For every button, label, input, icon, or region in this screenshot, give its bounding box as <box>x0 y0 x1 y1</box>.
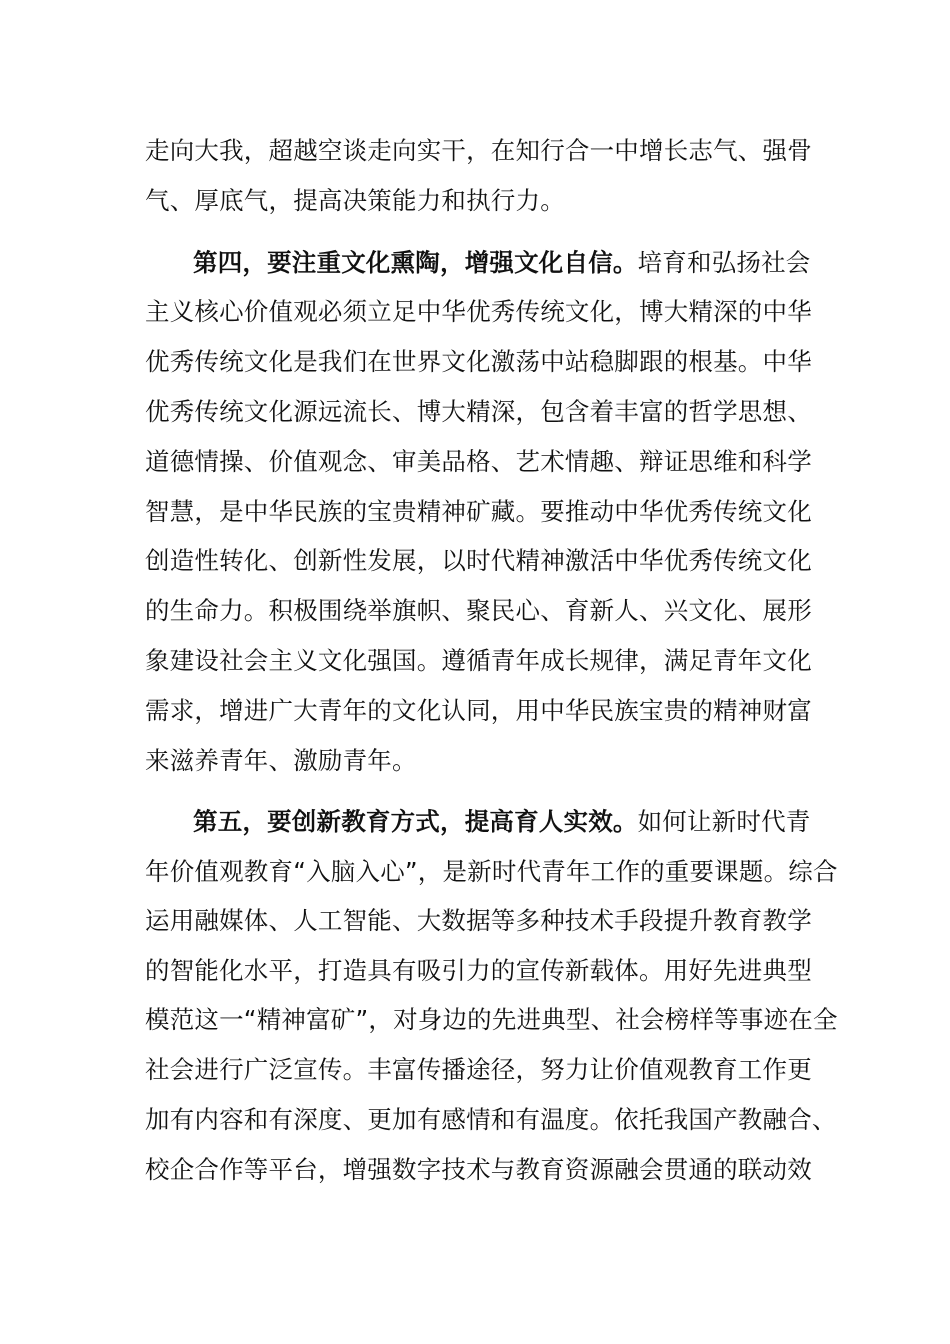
text-line: 的生命力。积极围绕举旗帜、聚民心、育新人、兴文化、展形 <box>145 596 812 625</box>
text-line: 加有内容和有深度、更加有感情和有温度。依托我国产教融合、 <box>145 1105 837 1134</box>
text-line: 象建设社会主义文化强国。遵循青年成长规律，满足青年文化 <box>145 646 812 675</box>
text-line: 校企合作等平台，增强数字技术与教育资源融会贯通的联动效 <box>145 1155 812 1184</box>
text-line: 道德情操、价值观念、审美品格、艺术情趣、辩证思维和科学 <box>145 447 812 476</box>
text-line: 智慧，是中华民族的宝贵精神矿藏。要推动中华优秀传统文化 <box>145 497 812 526</box>
text-line: 气、厚底气，提高决策能力和执行力。 <box>145 186 565 215</box>
text-line: 主义核心价值观必须立足中华优秀传统文化，博大精深的中华 <box>145 297 812 326</box>
text-line: 需求，增进广大青年的文化认同，用中华民族宝贵的精神财富 <box>145 696 812 725</box>
text-line: 优秀传统文化源远流长、博大精深，包含着丰富的哲学思想、 <box>145 397 812 426</box>
paragraph-four-heading: 第四，要注重文化熏陶，增强文化自信。 <box>193 248 638 277</box>
text-line: 来滋养青年、激励青年。 <box>145 746 417 775</box>
paragraph-four-first-line <box>193 243 883 283</box>
text-line: 社会进行广泛宣传。丰富传播途径，努力让价值观教育工作更 <box>145 1055 812 1084</box>
text-line: 走向大我，超越空谈走向实干，在知行合一中增长志气、强骨 <box>145 136 812 165</box>
paragraph-five-first-line <box>193 802 883 842</box>
paragraph-five-heading: 第五，要创新教育方式，提高育人实效。 <box>193 807 638 836</box>
text-line: 运用融媒体、人工智能、大数据等多种技术手段提升教育教学 <box>145 906 812 935</box>
text-fragment: 培育和弘扬社会 <box>637 248 811 277</box>
text-line: 优秀传统文化是我们在世界文化激荡中站稳脚跟的根基。中华 <box>145 347 812 376</box>
text-line: 年价值观教育“入脑入心”，是新时代青年工作的重要课题。综合 <box>145 857 838 886</box>
text-line: 的智能化水平，打造具有吸引力的宣传新载体。用好先进典型 <box>145 956 812 985</box>
text-line: 创造性转化、创新性发展，以时代精神激活中华优秀传统文化 <box>145 546 812 575</box>
text-line: 模范这一“精神富矿”，对身边的先进典型、社会榜样等事迹在全 <box>145 1005 838 1034</box>
text-fragment: 如何让新时代青 <box>637 807 811 836</box>
